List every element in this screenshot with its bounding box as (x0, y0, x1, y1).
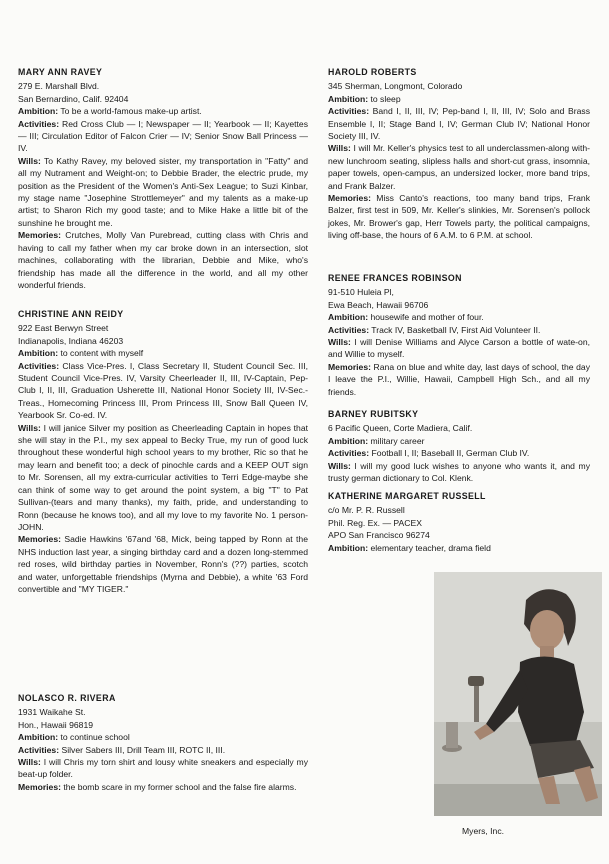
wills-text: Wills: I will janice Silver my position as Cheerleading Captain in hopes that she will stay in the P.I., my sex appeal to Becky True, my run of good luck throughout these wonderful high school years to my brother, Ric so that he may learn and benefit too; a deck of pinochle cards and a KEEP OUT sign to Mr. Sorensen, all my extra-curricular activities to Terri Edge-maybe she can think of some way to get around the point system, a big "T" to Pat Sullivan-(tears and many thanks), my faith, pride, and understanding to Ronn (because he knows too), and all my love to my favorite No. 1 person-JOHN. (18, 422, 308, 532)
senior-name: HAROLD ROBERTS (328, 67, 417, 77)
activities-text: Activities: Silver Sabers III, Drill Team III, ROTC II, III. (18, 744, 226, 755)
memories-text: Memories: Crutches, Molly Van Purebread, cutting class with Chris and having to call my father when my car broke down in an intersection, slot machines, collaborating with the librarian, Debbie and Mike, who's friendship has made all the difference in the world, and all my other wonderful friends. (18, 230, 308, 290)
address-line: 922 East Berwyn Street (18, 323, 109, 334)
address-line: 91-510 Huleia Pl, (328, 287, 394, 298)
ambition-text: Ambition: housewife and mother of four. (328, 312, 484, 323)
address-line: Indianapolis, Indiana 46203 (18, 335, 124, 346)
senior-name: BARNEY RUBITSKY (328, 409, 419, 419)
address-line: 279 E. Marshall Blvd. (18, 81, 100, 92)
wills-text: Wills: To Kathy Ravey, my beloved sister, my transportation in "Fatty" and all my Nutrament and Weight-on; to Debbie Brader, the electric prude, my position as the President of the Women's Anti-Sex League; to Suzi Kinbar, my stage name "Josephine Strottlemeyer" and my talents as a make-up artist; to Sharon Rich my good taste; and to Mike Hake a little bit of the sunshine he brought me. (18, 155, 308, 228)
address-line: 345 Sherman, Longmont, Colorado (328, 81, 463, 92)
wills-text: Wills: I will Mr. Keller's physics test to all underclassmen-along with-new lunchroom seating, slipless halls and short-cut grass, insomnia, paper towels, open-campus, an undersized locker, more band trips, and Frank Balzer. (328, 143, 590, 191)
address-line: San Bernardino, Calif. 92404 (18, 93, 129, 104)
ambition-text: Ambition: military career (328, 435, 425, 446)
memories-text: Memories: Rana on blue and white day, last days of school, the day I leave the P.I., Willie, Hawaii, Campbell High Sch., and all my friends. (328, 361, 590, 397)
address-line: Ewa Beach, Hawaii 96706 (328, 299, 429, 310)
right-column-middle (328, 272, 590, 418)
entry-renee-frances-robinson (328, 272, 590, 398)
wills-text: Wills: I will my good luck wishes to anyone who wants it, and my trusty german dictionary to Col. Klenk. (328, 460, 590, 484)
activities-text: Activities: Track IV, Basketball IV, First Aid Volunteer II. (328, 324, 541, 335)
ambition-text: Ambition: to continue school (18, 732, 130, 743)
activities-text: Activities: Red Cross Club — I; Newspaper — II; Yearbook — II; Kayettes — III; Circulation Editor of Falcon Crier — IV; Senior Snow Ball Princess — IV. (18, 118, 308, 154)
ambition-text: Ambition: To be a world-famous make-up artist. (18, 106, 202, 117)
ambition-text: Ambition: to content with myself (18, 348, 144, 359)
senior-name: RENEE FRANCES ROBINSON (328, 273, 462, 283)
entry-barney-rubitsky (328, 408, 590, 484)
entry-nolasco-r-rivera (18, 692, 308, 793)
activities-text: Activities: Band I, II, III, IV; Pep-band I, II, III, IV; Solo and Brass Ensemble I, II; Stage Band I, IV; German Club IV; National Honor Society III, IV. (328, 106, 590, 142)
right-column (328, 66, 590, 262)
senior-photo (434, 572, 602, 816)
left-column-bottom (18, 692, 308, 813)
left-column (18, 66, 308, 311)
entry-mary-ann-ravey (18, 66, 308, 291)
memories-text: Memories: Miss Canto's reactions, too many band trips, Frank Balzer, first test in 509, Mr. Keller's slinkies, Mr. Sorensen's pollock jokes, Mr. Brower's gap, Herr Towels party, the political campaigns, living off-base, the hours of 6 A.M. to 6 P.M. at school. (328, 193, 590, 241)
address-line: 1931 Waikahe St. (18, 707, 86, 718)
memories-text: Memories: the bomb scare in my former school and the false fire alarms. (18, 781, 297, 792)
activities-text: Activities: Football I, II; Baseball II, German Club IV. (328, 448, 530, 459)
photo-credit: Myers, Inc. (462, 826, 505, 836)
senior-name: NOLASCO R. RIVERA (18, 693, 116, 703)
address-line: 6 Pacific Queen, Corte Madiera, Calif. (328, 423, 473, 434)
address-line: APO San Francisco 96274 (328, 530, 430, 541)
entry-christine-ann-reidy (18, 308, 308, 595)
address-line: c/o Mr. P. R. Russell (328, 505, 405, 516)
photo-illustration (434, 572, 602, 816)
wills-text: Wills: I will Denise Williams and Alyce Carson a bottle of wate-on, and Willie to myself. (328, 337, 590, 360)
address-line: Hon., Hawaii 96819 (18, 719, 94, 730)
senior-name: CHRISTINE ANN REIDY (18, 309, 124, 319)
senior-name: KATHERINE MARGARET RUSSELL (328, 491, 486, 501)
ambition-text: Ambition: elementary teacher, drama field (328, 542, 491, 553)
memories-text: Memories: Sadie Hawkins '67and '68, Mick, being tapped by Ronn at the NHS induction last year, a singing birthday card and a dozen long-stemmed red roses, wild birthday parties in November, Ronn's (??) parties, scotch and water, unforgettable friendships (Myrna and Debbie), a white '63 Ford convertible and "MY TIGER." (18, 534, 308, 594)
entry-katherine-margaret-russell (328, 490, 590, 554)
right-column-bottom (328, 490, 590, 574)
activities-text: Activities: Class Vice-Pres. I, Class Secretary II, Student Council Sec. III, Student Council Vice-Pres. IV, Varsity Cheerleader II, III, IV-Captain, Pep-Club I, II, III, Graduation Usherette III, National Honor Society III, IV-Sec.-Treas., Homecoming Princess III, Prom Princess III, Snow Ball Queen IV, Yearbook Sr. Co-ed. IV. (18, 360, 308, 421)
wills-text: Wills: I will Chris my torn shirt and lousy white sneakers and especially my beat-up folder. (18, 757, 308, 780)
ambition-text: Ambition: to sleep (328, 93, 401, 104)
address-line: Phil. Reg. Ex. — PACEX (328, 517, 422, 528)
left-column-middle (18, 308, 308, 615)
entry-harold-roberts (328, 66, 590, 242)
senior-name: MARY ANN RAVEY (18, 67, 103, 77)
